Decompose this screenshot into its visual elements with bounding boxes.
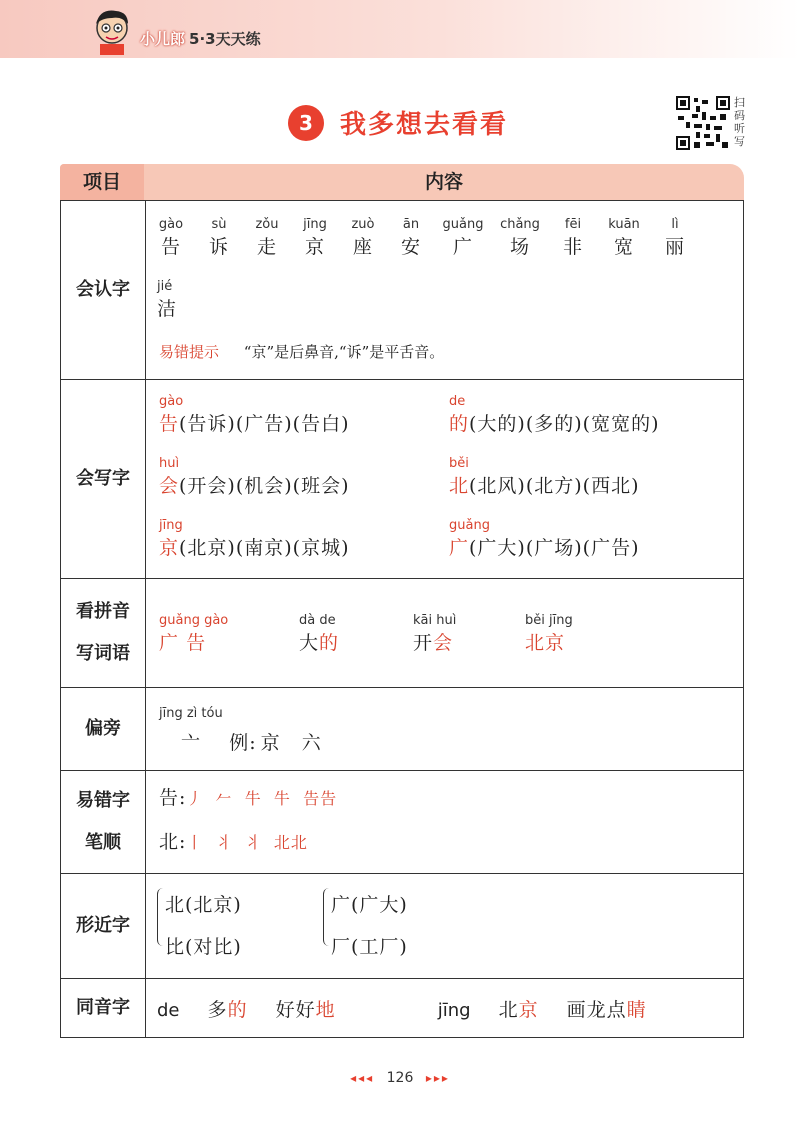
- radical-example: 亠 例: 京 六: [181, 732, 322, 754]
- write-item: guǎng 广(广大)(广场)(广告): [449, 518, 640, 559]
- similar-item: 比(对比): [165, 936, 242, 958]
- row-homophone: [60, 979, 744, 1038]
- pinyin-word: dà de 大的: [299, 613, 340, 654]
- next-arrows-icon: ▸▸▸: [425, 1071, 450, 1085]
- homophone-line: de 多的 好好地 jīng 北京 画龙点睛: [157, 999, 647, 1021]
- brand: 小儿郎 5·3天天练: [140, 30, 261, 48]
- qr-label: 扫 码 听 写: [734, 96, 745, 148]
- page-number: 126: [386, 1070, 414, 1086]
- table-header: [60, 164, 744, 200]
- radical-pinyin: jīng zì tóu: [159, 706, 223, 721]
- row-label: 易错字 笔顺: [61, 771, 146, 873]
- header-item: 项目: [60, 164, 144, 200]
- stroke-line: 北:丨 丬 丬 北北: [159, 831, 308, 853]
- page-footer: [0, 1070, 800, 1086]
- row-label: 同音字: [61, 979, 146, 1037]
- error-tip: 易错提示 “京”是后鼻音,“诉”是平舌音。: [159, 343, 445, 361]
- qr-code-icon[interactable]: [676, 96, 730, 150]
- prev-arrows-icon: ◂◂◂: [350, 1071, 375, 1085]
- write-item: jīng 京(北京)(南京)(京城): [159, 518, 350, 559]
- row-radical: [60, 688, 744, 771]
- write-item: gào 告(告诉)(广告)(告白): [159, 394, 350, 435]
- pinyin-word: kāi huì 开会: [413, 613, 457, 654]
- pinyin-word: běi jīng 北京: [525, 613, 573, 654]
- brace-icon: [323, 888, 330, 946]
- similar-item: 广(广大): [331, 894, 408, 916]
- write-item: de 的(大的)(多的)(宽宽的): [449, 394, 660, 435]
- similar-item: 北(北京): [165, 894, 242, 916]
- row-pinyin-words: [60, 579, 744, 688]
- stroke-line: 告:丿 𠂉 牛 牛 告告: [159, 787, 338, 809]
- similar-item: 厂(工厂): [331, 936, 408, 958]
- row-label: 会写字: [61, 380, 146, 578]
- recognize-extra: jié 洁: [157, 279, 178, 320]
- recognize-chars: gào 告 sù 诉 zǒu 走 jīng 京 zuò 座 ān 安 guǎng 广 chǎng 场 fēi 非 kuān 宽 lì 丽: [158, 217, 685, 258]
- lesson-title: 我多想去看看: [340, 110, 509, 140]
- row-label: 形近字: [61, 874, 146, 978]
- write-item: huì 会(开会)(机会)(班会): [159, 456, 350, 497]
- header-content: 内容: [424, 171, 463, 193]
- row-similar: [60, 874, 744, 979]
- row-write: [60, 380, 744, 579]
- content-table: [60, 164, 744, 1038]
- lesson-number: 3: [288, 105, 324, 141]
- row-stroke-order: [60, 771, 744, 874]
- row-label: 会认字: [61, 201, 146, 379]
- row-label: 看拼音 写词语: [61, 579, 146, 687]
- row-label: 偏旁: [61, 688, 146, 770]
- mascot-icon: [88, 6, 136, 56]
- write-item: běi 北(北风)(北方)(西北): [449, 456, 640, 497]
- lesson-heading: [288, 104, 508, 141]
- pinyin-word: guǎng gào 广 告: [159, 613, 229, 654]
- row-recognize: [60, 200, 744, 380]
- brace-icon: [157, 888, 164, 946]
